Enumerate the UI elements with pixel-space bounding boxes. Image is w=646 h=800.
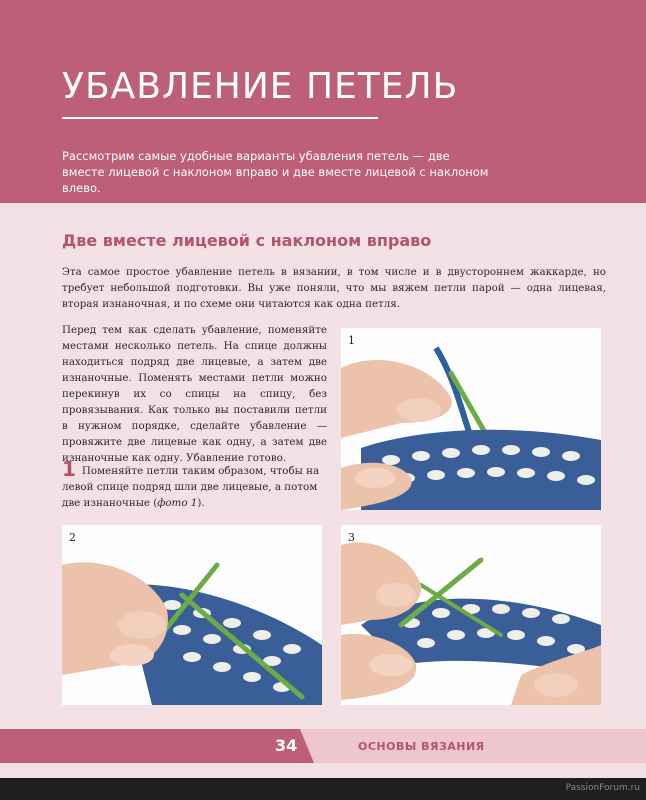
step-end: ). [197, 497, 205, 509]
step-text: Поменяйте петли таким образом, чтобы на левой спице подряд шли две лицевые, а потом две изнаночные ( [62, 465, 320, 509]
photo-number: 3 [348, 531, 355, 544]
page-number: 34 [275, 736, 298, 755]
step-number: 1 [62, 457, 76, 481]
photo-reference: фото 1 [157, 497, 198, 509]
photo-number: 1 [348, 334, 355, 347]
knitting-photo-3 [341, 525, 601, 705]
title-underline [62, 117, 378, 119]
paragraph-1: Эта самое простое убавление петель в вязании, в том числе и в двустороннем жаккарде, но требует небольшой подготовки. Вы уже поняли, что мы вяжем петли парой — одна лицевая, вторая изнаночная, и по схеме они читаются как одна петля. [62, 266, 606, 310]
section-title: Две вместе лицевой с наклоном вправо [62, 231, 432, 250]
watermark: PassionForum.ru [565, 783, 640, 793]
knitting-photo-1 [341, 328, 601, 510]
footer-section-title: ОСНОВЫ ВЯЗАНИЯ [358, 740, 485, 753]
paragraph-2: Перед тем как сделать убавление, поменяйте местами несколько петель. На спице должны находиться подряд две лицевые, а затем две изнаночные. Поменять местами петли можно перекинув их со спицы на спицу, без провязывания. Как только вы поставили петли в нужном порядке, сделайте убавление — провяжите две лицевые как одну, а затем две изнаночные как одну. Убавление готово. [62, 324, 327, 464]
photo-number: 2 [69, 531, 76, 544]
header-band [0, 0, 646, 203]
page-title: УБАВЛЕНИЕ ПЕТЕЛЬ [62, 66, 459, 107]
step-1 [62, 457, 327, 511]
knitting-photo-2 [62, 525, 322, 705]
intro-text: Рассмотрим самые удобные варианты убавления петель — две вместе лицевой с наклоном вправо и две вместе лицевой с наклоном влево. [62, 149, 489, 195]
